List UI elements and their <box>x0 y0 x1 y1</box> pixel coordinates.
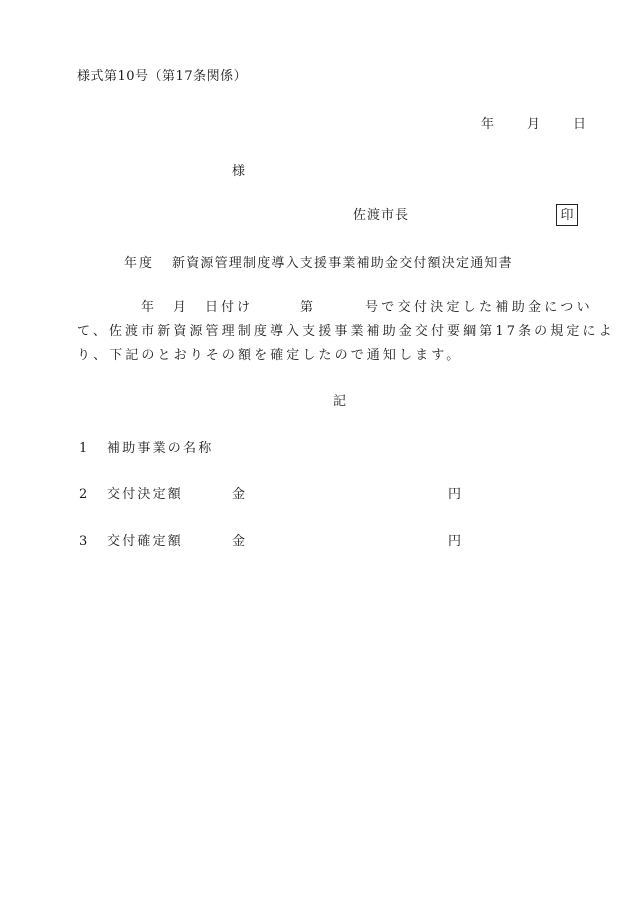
item-label: 交付確定額 <box>107 534 184 549</box>
item-kin-label: 金 <box>232 534 246 549</box>
body-year-label: 年 <box>141 300 155 315</box>
item-number: 1 <box>79 441 88 456</box>
issuer-name: 佐渡市長 <box>353 208 410 223</box>
title-fiscal-year: 年度 <box>124 256 155 271</box>
body-number-prefix: 第 <box>300 300 314 315</box>
body-month-label: 月 <box>173 300 187 315</box>
seal-stamp-box: 印 <box>556 204 578 226</box>
item-number: 3 <box>79 534 88 549</box>
item-kin-label: 金 <box>232 487 246 502</box>
item-yen-label: 円 <box>448 534 462 549</box>
document-title: 新資源管理制度導入支援事業補助金交付額決定通知書 <box>172 256 513 271</box>
body-line2-text: て、佐渡市新資源管理制度導入支援事業補助金交付要綱第17条の規定によ <box>77 324 615 339</box>
date-year-label: 年 <box>481 117 495 132</box>
addressee-honorific: 様 <box>232 164 246 179</box>
ki-heading: 記 <box>333 394 347 409</box>
body-day-label: 日付け <box>205 300 254 315</box>
date-day-label: 日 <box>573 117 587 132</box>
item-yen-label: 円 <box>448 487 462 502</box>
body-line3-text: り、下記のとおりその額を確定したので通知します。 <box>77 348 463 363</box>
body-line1-text: 号で交付決定した補助金につい <box>365 300 593 315</box>
form-number-label: 様式第10号（第17条関係） <box>77 69 248 84</box>
date-month-label: 月 <box>527 117 541 132</box>
item-number: 2 <box>79 487 88 502</box>
item-label: 補助事業の名称 <box>107 441 214 456</box>
item-label: 交付決定額 <box>107 487 184 502</box>
